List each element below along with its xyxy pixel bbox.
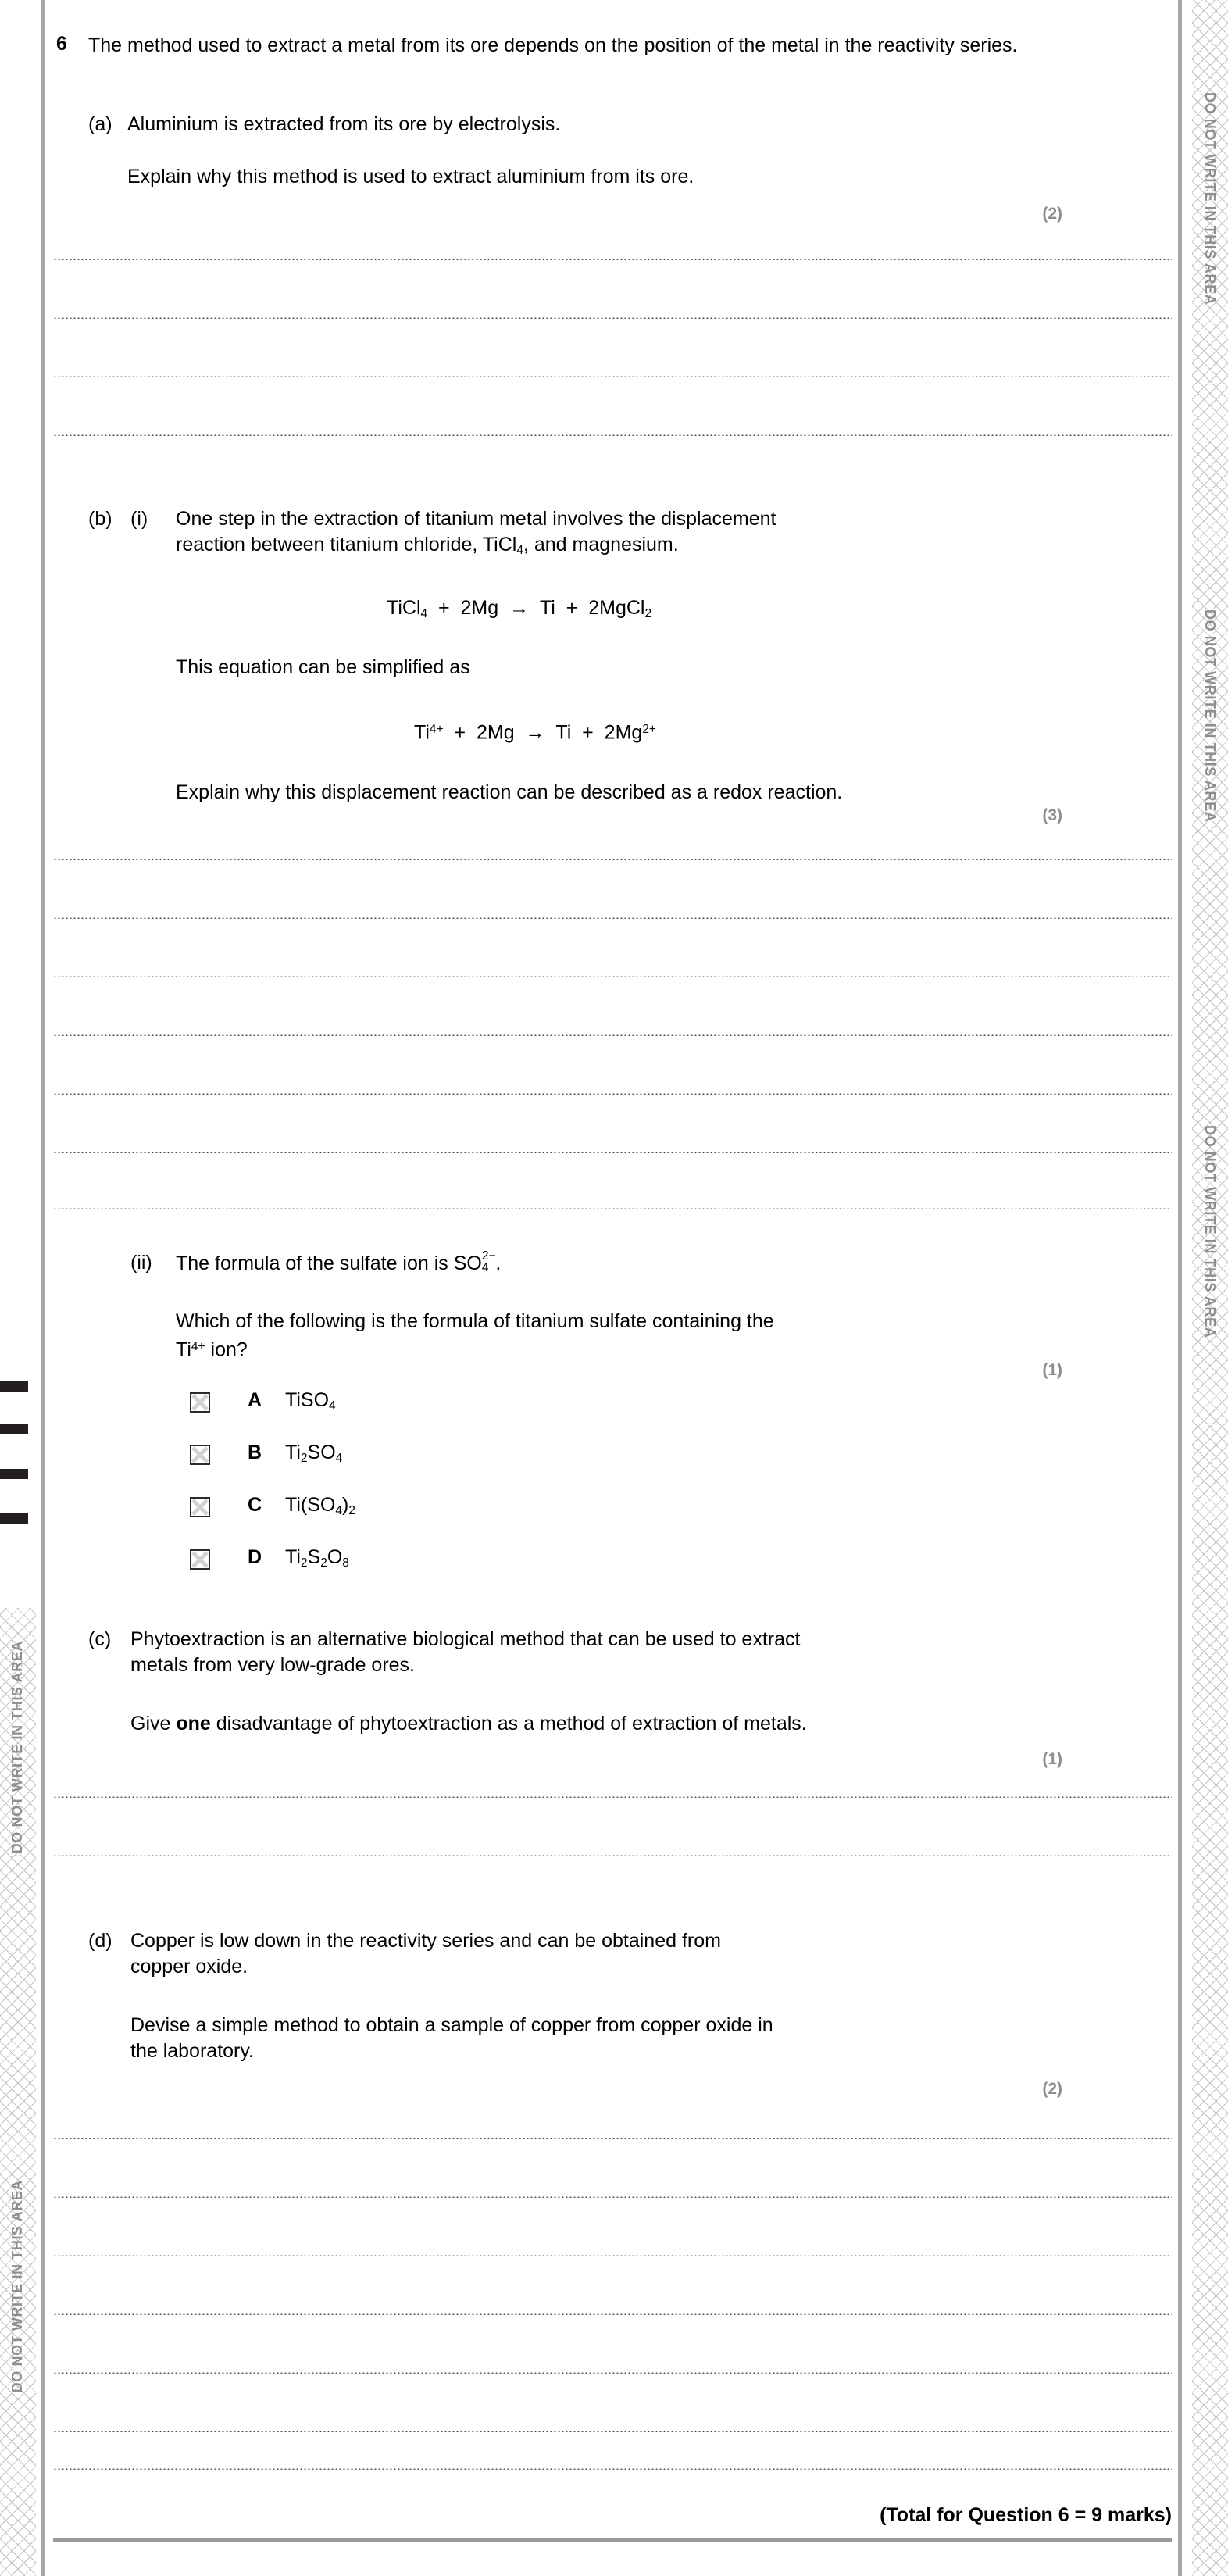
part-c-marks: (1) [1042, 1750, 1062, 1768]
answer-line[interactable] [53, 1795, 1172, 1798]
part-c-line3-post: disadvantage of phytoextraction as a method of extraction of metals. [210, 1713, 807, 1735]
part-b-ii-line3-pre: Ti [176, 1338, 191, 1361]
margin-note-left-2: DO NOT WRITE IN THIS AREA [9, 2180, 25, 2393]
mcq-letter-c: C [248, 1494, 262, 1516]
answer-line[interactable] [53, 434, 1172, 436]
equation-2: $Ti^{4+} + 2Mg \to Ti + 2Mg^{2+}$ [414, 721, 656, 744]
mcq-checkbox-c[interactable] [190, 1497, 210, 1517]
part-b-ii-line1-pre: The formula of the sulfate ion is SO [176, 1252, 482, 1274]
answer-line[interactable] [53, 975, 1172, 977]
answer-line[interactable] [53, 2137, 1172, 2139]
part-c-line2: metals from very low-grade ores. [130, 1654, 416, 1676]
mcq-letter-a: A [248, 1389, 262, 1411]
answer-line[interactable] [53, 2195, 1172, 2198]
answer-line[interactable] [53, 1151, 1172, 1153]
part-b-ii-roman: (ii) [130, 1252, 152, 1274]
mcq-formula-b: $Ti_2SO_4$ [285, 1442, 343, 1465]
margin-note-right-3: DO NOT WRITE IN THIS AREA [1202, 1125, 1218, 1338]
part-c-line3-pre: Give [130, 1713, 177, 1735]
answer-line[interactable] [53, 258, 1172, 260]
mcq-checkbox-b[interactable] [190, 1445, 210, 1465]
part-b-i-line1: One step in the extraction of titanium metal involves the displacement [176, 508, 776, 530]
answer-line[interactable] [53, 1207, 1172, 1209]
mcq-formula-c: $Ti(SO_4)_2$ [285, 1494, 355, 1517]
margin-note-right-2: DO NOT WRITE IN THIS AREA [1202, 609, 1218, 823]
part-b-i-line2-post: , and magnesium. [523, 534, 679, 556]
sulfate-charge-sup: 2− [481, 1249, 496, 1263]
part-d-line3: Devise a simple method to obtain a sample of copper from copper oxide in [130, 2014, 773, 2036]
part-b-ii-line3-post: ion? [205, 1338, 248, 1361]
part-b-ii-marks: (1) [1042, 1361, 1062, 1379]
part-b-i-line2 [176, 532, 1098, 563]
part-b-i-marks: (3) [1042, 806, 1062, 824]
total-rule [53, 2538, 1172, 2542]
margin-note-right-1: DO NOT WRITE IN THIS AREA [1202, 92, 1218, 305]
question-total: (Total for Question 6 = 9 marks) [880, 2504, 1172, 2526]
mcq-checkbox-d[interactable] [190, 1549, 210, 1570]
part-d-line1: Copper is low down in the reactivity series and can be obtained from [130, 1930, 721, 1952]
answer-line[interactable] [53, 2430, 1172, 2432]
part-a-line1: Aluminium is extracted from its ore by electrolysis. [127, 113, 561, 135]
part-a-marks: (2) [1042, 205, 1062, 223]
mcq-letter-d: D [248, 1546, 262, 1568]
mcq-letter-b: B [248, 1442, 262, 1463]
answer-line[interactable] [53, 375, 1172, 377]
part-d-line2: copper oxide. [130, 1956, 248, 1978]
question-number: 6 [56, 33, 67, 55]
part-b-i-bridge: This equation can be simplified as [176, 656, 470, 678]
page-border-right [1178, 0, 1182, 2576]
part-b-i-line2-pre: reaction between titanium chloride, TiCl [176, 534, 517, 556]
answer-line[interactable] [53, 2254, 1172, 2256]
answer-line[interactable] [53, 316, 1172, 319]
question-stem: The method used to extract a metal from its ore depends on the position of the metal in the reactivity series. [88, 34, 1018, 56]
answer-line[interactable] [53, 916, 1172, 919]
answer-line[interactable] [53, 1034, 1172, 1036]
sulfate-charge-stack [481, 1249, 496, 1274]
margin-note-left-1: DO NOT WRITE IN THIS AREA [9, 1641, 25, 1854]
part-b-ii-line3 [176, 1334, 1098, 1362]
part-d-line4: the laboratory. [130, 2040, 254, 2062]
part-d-label: (d) [88, 1930, 112, 1952]
part-c-line3 [130, 1711, 1068, 1736]
answer-line[interactable] [53, 1092, 1172, 1095]
part-b-ii-line2: Which of the following is the formula of titanium sulfate containing the [176, 1310, 774, 1332]
part-d-marks: (2) [1042, 2080, 1062, 2098]
part-c-label: (c) [88, 1628, 112, 1650]
mcq-formula-d: $Ti_2S_2O_8$ [285, 1546, 349, 1570]
answer-line[interactable] [53, 1854, 1172, 1856]
answer-line[interactable] [53, 2313, 1172, 2315]
part-a-label: (a) [88, 113, 112, 135]
equation-1: TiCl$_4$ + 2Mg → Ti + 2MgCl$_2$ [387, 597, 652, 620]
part-c-line1: Phytoextraction is an alternative biological method that can be used to extract [130, 1628, 801, 1650]
mcq-formula-a: TiSO$_4$ [285, 1389, 336, 1413]
part-b-ii-line1-post: . [495, 1252, 502, 1274]
titanium-charge-sup: 4+ [191, 1340, 205, 1353]
answer-line[interactable] [53, 2467, 1172, 2470]
part-b-i-roman: (i) [130, 508, 148, 530]
sulfate-count-sub: 4 [481, 1260, 489, 1274]
mcq-checkbox-a[interactable] [190, 1392, 210, 1413]
part-b-i-prompt: Explain why this displacement reaction can be described as a redox reaction. [176, 781, 843, 803]
part-a-line2: Explain why this method is used to extract aluminium from its ore. [127, 166, 694, 188]
part-c-line3-bold: one [176, 1713, 211, 1735]
part-b-ii-line1 [176, 1250, 1098, 1276]
answer-line[interactable] [53, 858, 1172, 860]
answer-line[interactable] [53, 2371, 1172, 2374]
part-b-i-line2-sub: 4 [516, 543, 523, 557]
part-b-label: (b) [88, 508, 112, 530]
